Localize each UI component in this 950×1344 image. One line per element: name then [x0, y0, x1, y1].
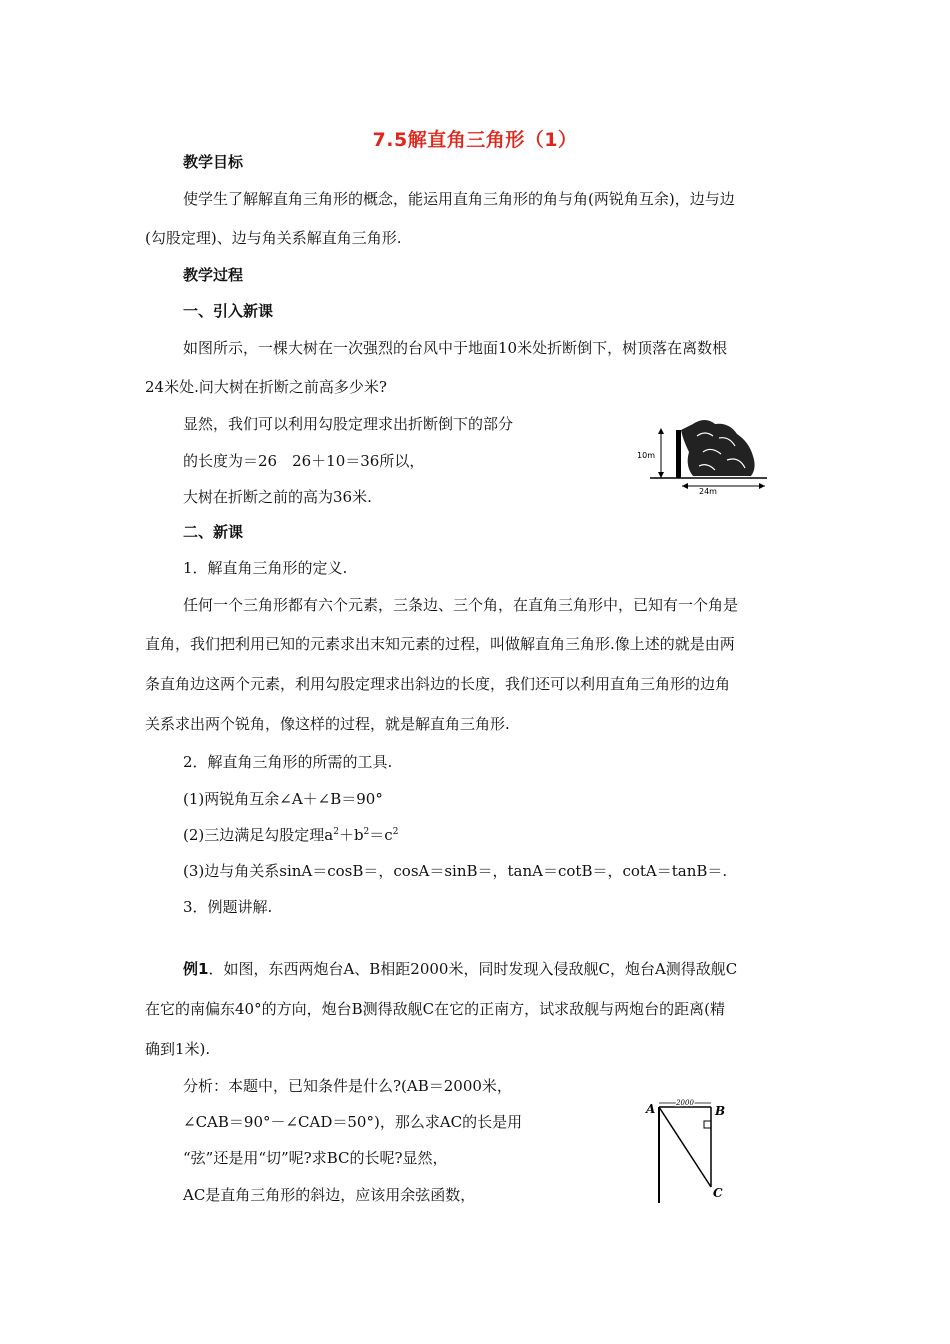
intro-line-3: 显然，我们可以利用勾股定理求出折断倒下的部分 [183, 415, 514, 433]
right-angle-mark [704, 1121, 711, 1128]
objectives-line-2: (勾股定理)、边与角关系解直角三角形. [145, 229, 402, 247]
tool-2-prefix: (2)三边满足勾股定理a [183, 826, 334, 844]
example-1-line-3: 确到1米). [145, 1040, 211, 1058]
item-1: 1．解直角三角形的定义. [183, 559, 348, 577]
example-1-line-2: 在它的南偏东40°的方向，炮台B测得敌舰C在它的正南方，试求敌舰与两炮台的距离(精 [145, 1000, 725, 1018]
definition-line-1: 任何一个三角形都有六个元素，三条边、三个角，在直角三角形中，已知有一个角是 [183, 596, 739, 614]
tool-2-mid: ＋b [338, 826, 364, 844]
item-3: 3．例题讲解. [183, 898, 273, 916]
height-arrow-head-bottom [658, 472, 664, 478]
tree-trunk [676, 430, 681, 478]
broken-tree-figure [637, 416, 770, 496]
example-1-text: ．如图，东西两炮台A、B相距2000米，同时发现入侵敌舰C，炮台A测得敌舰C [208, 960, 738, 978]
tool-2-end: ＝c [369, 826, 393, 844]
battery-triangle-figure [643, 1095, 733, 1205]
intro-line-1: 如图所示，一棵大树在一次强烈的台风中于地面10米处折断倒下，树顶落在离数根 [183, 339, 728, 357]
tool-2 [183, 825, 398, 845]
page-title: 7.5解直角三角形（1） [372, 129, 578, 151]
analysis-line-4: AC是直角三角形的斜边，应该用余弦函数， [183, 1186, 476, 1204]
example-1-label: 例1 [183, 960, 209, 978]
section-1-heading: 一、引入新课 [183, 302, 274, 320]
section-2-heading: 二、新课 [183, 523, 244, 541]
tool-2-exponent-b: 2 [363, 827, 370, 837]
tool-3: (3)边与角关系sinA＝cosB＝，cosA＝sinB＝，tanA＝cotB＝，cotA＝tanB＝. [183, 862, 728, 880]
tool-1: (1)两锐角互余∠A＋∠B＝90° [183, 790, 383, 808]
point-c-label: C [713, 1186, 723, 1200]
process-heading: 教学过程 [183, 266, 244, 284]
objectives-line-1: 使学生了解解直角三角形的概念，能运用直角三角形的角与角(两锐角互余)，边与边 [183, 190, 735, 208]
base-arrow-head-right [759, 483, 765, 489]
definition-line-2: 直角，我们把利用已知的元素求出末知元素的过程，叫做解直角三角形.像上述的就是由两 [145, 635, 735, 653]
point-a-label: A [646, 1102, 656, 1116]
height-label: 10m [637, 451, 655, 460]
tool-2-exponent-a: 2 [333, 827, 339, 837]
item-2: 2．解直角三角形的所需的工具. [183, 753, 393, 771]
fallen-crown [681, 420, 755, 476]
analysis-line-2: ∠CAB＝90°－∠CAD＝50°)，那么求AC的长是用 [183, 1113, 523, 1131]
definition-line-3: 条直角边这两个元素，利用勾股定理求出斜边的长度，我们还可以利用直角三角形的边角 [145, 675, 731, 693]
analysis-line-1: 分析：本题中，已知条件是什么?(AB＝2000米， [183, 1077, 512, 1095]
tool-2-exponent-c: 2 [392, 827, 399, 837]
intro-line-4: 的长度为＝26 26＋10＝36所以， [183, 452, 425, 470]
intro-line-5: 大树在折断之前的高为36米. [183, 488, 372, 506]
objectives-heading: 教学目标 [183, 153, 244, 171]
height-arrow-head-top [658, 428, 664, 434]
definition-line-4: 关系求出两个锐角，像这样的过程，就是解直角三角形. [145, 715, 510, 733]
segment-ac [659, 1107, 711, 1187]
point-b-label: B [715, 1104, 726, 1118]
example-1-line-1 [183, 959, 737, 979]
base-arrow-head-left [682, 483, 688, 489]
base-label: 24m [699, 487, 717, 496]
analysis-line-3: “弦”还是用“切”呢?求BC的长呢?显然， [183, 1149, 448, 1167]
intro-line-2: 24米处.问大树在折断之前高多少米? [145, 378, 387, 396]
distance-label: 2000 [676, 1099, 694, 1107]
